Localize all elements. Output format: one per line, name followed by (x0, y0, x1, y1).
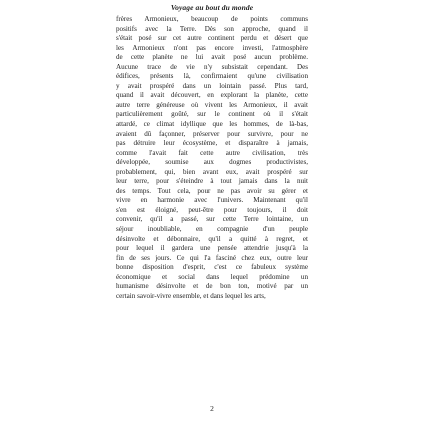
text-line: s'en est éloigné, peut-être pour toujours, il doit (116, 205, 308, 214)
text-line: attardé, ce climat idyllique que les hommes, de là-bas, (116, 120, 308, 129)
text-line: avaient dû façonner, préserver pour survivre, pour ne (116, 129, 308, 138)
text-line: économique et social dans lequel prédomine un (116, 272, 308, 281)
text-line: leur terre, pour s'éteindre à tout jamais dans la nuit (116, 177, 308, 186)
text-line: des temps. Tout cela, pour ne pas avoir su gérer et (116, 186, 308, 195)
text-line: Aucune trace de vie n'y subsistait cependant. Des (116, 62, 308, 71)
text-line: bonne disposition d'esprit, c'est ce fabuleux système (116, 263, 308, 272)
text-line: fin de ses jours. Ce qui l'a fasciné chez eux, outre leur (116, 253, 308, 262)
text-line: s'était posé sur cet autre continent perdu et désert que (116, 34, 308, 43)
text-line: autre terre généreuse où vivent les Armonieux, il avait (116, 100, 308, 109)
text-line: séjour inoubliable, en compagnie d'un peuple (116, 225, 308, 234)
text-line: humanisme désinvolte et de bon ton, motivé par un (116, 282, 308, 291)
text-line: quand il avait découvert, en explorant la planète, cette (116, 91, 308, 100)
text-line: positifs avec la Terre. Dès son approche, quand il (116, 24, 308, 33)
text-line: vivre en harmonie avec l'univers. Maintenant qu'il (116, 196, 308, 205)
text-line: certain savoir-vivre ensemble, et dans lequel les arts, (116, 291, 266, 300)
text-line: convenir, qu'il a passé, sur cette Terre lointaine, un (116, 215, 308, 224)
text-line: pour lequel il gardera une pensée attendrie jusqu'à la (116, 244, 308, 253)
text-line: édifices, présents là, confirmaient qu'une civilisation (116, 72, 308, 81)
running-header: Voyage au bout du monde (170, 3, 254, 12)
text-line: de cette planète ne lui avait posé aucun problème. (116, 53, 308, 62)
text-line: pas détruire leur écosystème, et disparaître à jamais, (116, 139, 308, 148)
text-line: y avait prospéré dans un lointain passé. Plus tard, (116, 81, 308, 90)
text-line: les Armonieux n'ont pas encore investi, l'atmosphère (116, 43, 308, 52)
text-line: particulièrement goûté, sur le continent où il s'était (116, 110, 308, 119)
text-line: probablement, qui, bien avant eux, avait prospéré sur (116, 167, 308, 176)
text-line: frères Armonieux, beaucoup de points communs (116, 15, 308, 23)
page-number: 2 (210, 404, 214, 413)
text-line: comme l'avait fait cette autre civilisation, très (116, 148, 308, 157)
text-line: désinvolte et débonnaire, qu'il a quitté à regret, et (116, 234, 308, 243)
body-text (116, 15, 308, 301)
text-line: développée, soumise aux dogmes productivistes, (116, 158, 308, 167)
